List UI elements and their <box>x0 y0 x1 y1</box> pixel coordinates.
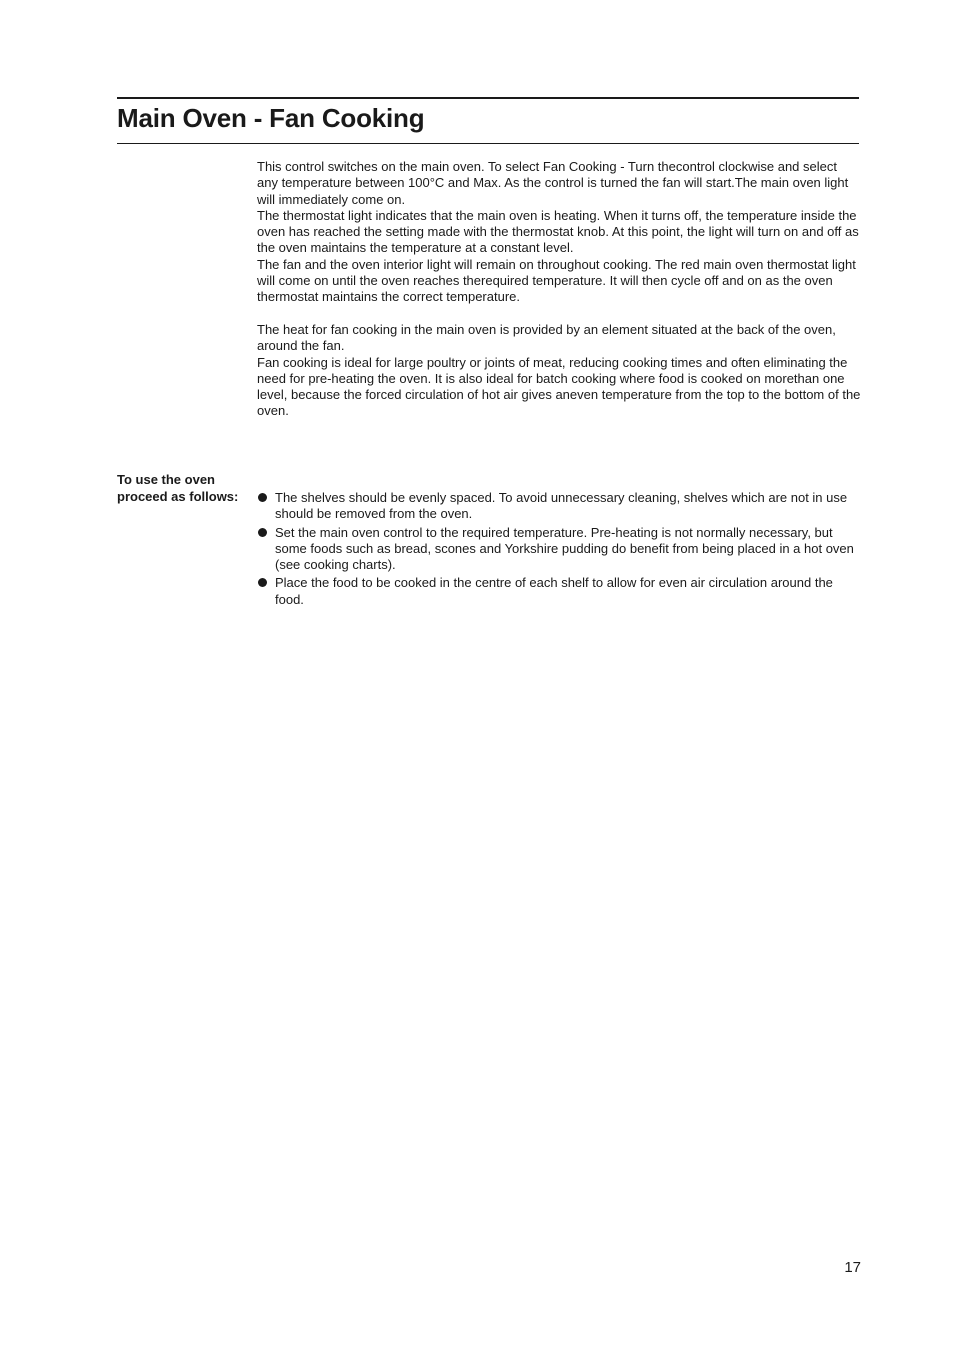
list-item-text: Place the food to be cooked in the centre of each shelf to allow for even air circulation around the food. <box>275 575 833 607</box>
bullet-icon <box>258 528 267 537</box>
title-top-rule <box>117 97 859 99</box>
title-bottom-rule <box>117 143 859 144</box>
list-item <box>257 575 861 608</box>
paragraph-heat-element: The heat for fan cooking in the main oven is provided by an element situated at the back of the oven, around the fan. <box>257 321 836 354</box>
list-item-text: Set the main oven control to the required temperature. Pre-heating is not normally necessary, but some foods such as bread, scones and Yorkshire pudding do benefit from being placed in a hot oven (see cooking charts). <box>275 524 854 573</box>
bullet-icon <box>258 578 267 587</box>
instructions-heading <box>117 471 255 505</box>
page-number: 17 <box>844 1259 861 1276</box>
instructions-heading-line2: proceed as follows: <box>117 489 239 504</box>
list-item <box>257 490 861 523</box>
list-item <box>257 525 861 574</box>
list-item-text: The shelves should be evenly spaced. To avoid unnecessary cleaning, shelves which are not in use should be removed from the oven. <box>275 490 848 522</box>
paragraph-fan-light: The fan and the oven interior light will remain on throughout cooking. The red main oven thermostat light will come on until the oven reaches therequired temperature. It will then cycle off and on as the oven thermostat maintains the correct temperature. <box>257 256 856 305</box>
intro-text <box>257 159 861 420</box>
instructions-heading-line1: To use the oven <box>117 472 215 487</box>
paragraph-control: This control switches on the main oven. To select Fan Cooking - Turn thecontrol clockwise and select any temperature between 100°C and Max. As the control is turned the fan will start.The main oven light will immediately come on. <box>257 159 849 207</box>
bullet-icon <box>258 493 267 502</box>
paragraph-fan-cooking-ideal: Fan cooking is ideal for large poultry or joints of meat, reducing cooking times and often eliminating the need for pre-heating the oven. It is also ideal for batch cooking where food is cooked on morethan one level, because the forced circulation of hot air gives aneven temperature from the top to the bottom of the oven. <box>257 354 861 419</box>
instructions-list <box>257 490 861 610</box>
paragraph-thermostat-light: The thermostat light indicates that the main oven is heating. When it turns off, the temperature inside the oven has reached the setting made with the thermostat knob. At this point, the light will turn on and off as the oven maintains the temperature at a constant level. <box>257 207 859 256</box>
page-title: Main Oven - Fan Cooking <box>117 103 425 133</box>
